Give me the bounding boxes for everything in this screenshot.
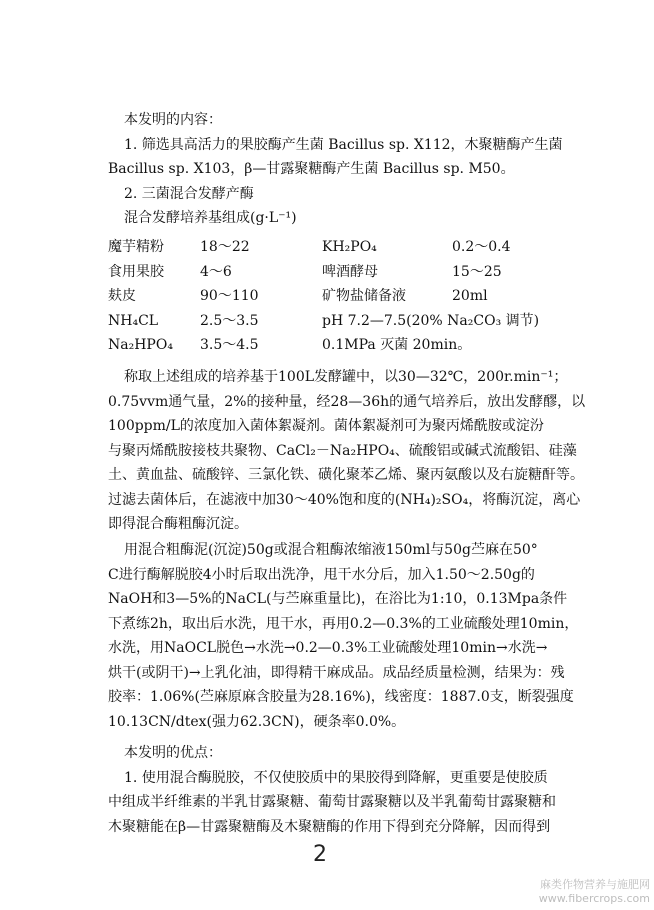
table-cell: NH₄CL (108, 312, 159, 329)
text-line: 0.75vvm通气量，2%的接种量，经28—36h的通气培养后，放出发酵醪，以 (108, 393, 586, 410)
text-line: 2. 三菌混合发酵产酶 (124, 185, 254, 202)
table-cell: 4～6 (200, 263, 232, 280)
section-heading-advantages: 本发明的优点： (124, 745, 222, 761)
text-line: 1. 使用混合酶脱胶，不仅使胶质中的果胶得到降解，更重要是使胶质 (124, 769, 548, 786)
text-line: 土、黄血盐、硫酸锌、三氯化铁、磺化聚苯乙烯、聚丙氨酸以及右旋糖酐等。 (108, 467, 584, 483)
table-cell: 矿物盐储备液 (322, 288, 406, 304)
degumming-paragraph (108, 538, 578, 734)
text-line: Bacillus sp. X103，β—甘露聚糖酶产生菌 Bacillus sp. M50。 (108, 161, 515, 177)
text-line: 胶率：1.06%(苎麻原麻含胶量为28.16%)，线密度：1887.0支，断裂强度 (108, 689, 574, 705)
table-cell: 3.5～4.5 (200, 337, 259, 353)
table-cell: 魔芋精粉 (108, 239, 164, 255)
table-cell: 麸皮 (108, 288, 136, 304)
text-line: NaOH和3—5%的NaCL(与苎麻重量比)，在浴比为1:10，0.13Mpa条件 (108, 591, 568, 607)
text-line: 过滤去菌体后，在滤液中加30～40%饱和度的(NH₄)₂SO₄，将酶沉淀，离心 (108, 491, 581, 508)
table-cell: Na₂HPO₄ (108, 337, 173, 353)
text-line: 10.13CN/dtex(强力62.3CN)，硬条率0.0%。 (108, 713, 406, 730)
text-line: 烘干(或阴干)→上乳化油，即得精干麻成品。成品经质量检测，结果为：残 (108, 664, 565, 681)
table-cell: 食用果胶 (108, 263, 164, 280)
text-line: 下煮练2h，取出后水洗，甩干水，再用0.2—0.3%的工业硫酸处理10min， (108, 615, 579, 632)
table-cell: 90～110 (200, 288, 259, 304)
fermentation-paragraph (108, 365, 586, 537)
text-line: 中组成半纤维素的半乳甘露聚糖、葡萄甘露聚糖以及半乳葡萄甘露聚糖和 (108, 794, 556, 810)
table-cell: 0.1MPa 灭菌 20min。 (322, 337, 472, 353)
text-line: C进行酶解脱胶4小时后取出洗净，甩干水分后，加入1.50～2.50g的 (108, 566, 535, 583)
text-line: 1. 筛选具高活力的果胶酶产生菌 Bacillus sp. X112，木聚糖酶产生菌 (124, 136, 563, 153)
text-line: 与聚丙烯酰胺接枝共聚物、CaCl₂－Na₂HPO₄、硫酸铝或碱式流酸铝、硅藻 (108, 442, 577, 459)
text-line: 100ppm/L的浓度加入菌体絮凝剂。菌体絮凝剂可为聚丙烯酰胺或淀汾 (108, 418, 544, 434)
table-cell: 啤酒酵母 (322, 263, 378, 280)
watermark (539, 878, 650, 906)
table-cell: KH₂PO₄ (322, 239, 377, 255)
text-line: 称取上述组成的培养基于100L发酵罐中，以30—32℃，200r.min⁻¹； (124, 369, 568, 385)
watermark-site-name: 麻类作物营养与施肥网 (540, 878, 650, 891)
table-cell: 15～25 (452, 263, 502, 280)
watermark-url: www.fibercrops.com (538, 892, 650, 905)
text-line: 即得混合酶粗酶沉淀。 (108, 516, 248, 532)
section-heading-content: 本发明的内容： (124, 112, 222, 128)
text-line: 水洗，用NaOCL脱色→水洗→0.2—0.3%工业硫酸处理10min→水洗→ (108, 640, 548, 656)
text-line: 用混合粗酶泥(沉淀)50g或混合粗酶浓缩液150ml与50g苎麻在50° (124, 542, 538, 558)
text-line: 木聚糖能在β—甘露聚糖酶及木聚糖酶的作用下得到充分降解，因而得到 (108, 818, 551, 835)
table-cell: 20ml (452, 288, 488, 304)
table-cell: 2.5～3.5 (200, 312, 259, 329)
medium-composition-heading: 混合发酵培养基组成(g·L⁻¹) (124, 210, 297, 226)
medium-composition-table (108, 235, 578, 358)
table-cell: 0.2～0.4 (452, 239, 511, 255)
page-number: 2 (313, 842, 327, 867)
table-cell: pH 7.2—7.5(20% Na₂CO₃ 调节) (322, 312, 540, 329)
advantages-section (108, 741, 578, 839)
intro-section (108, 108, 578, 231)
table-cell: 18～22 (200, 239, 250, 255)
